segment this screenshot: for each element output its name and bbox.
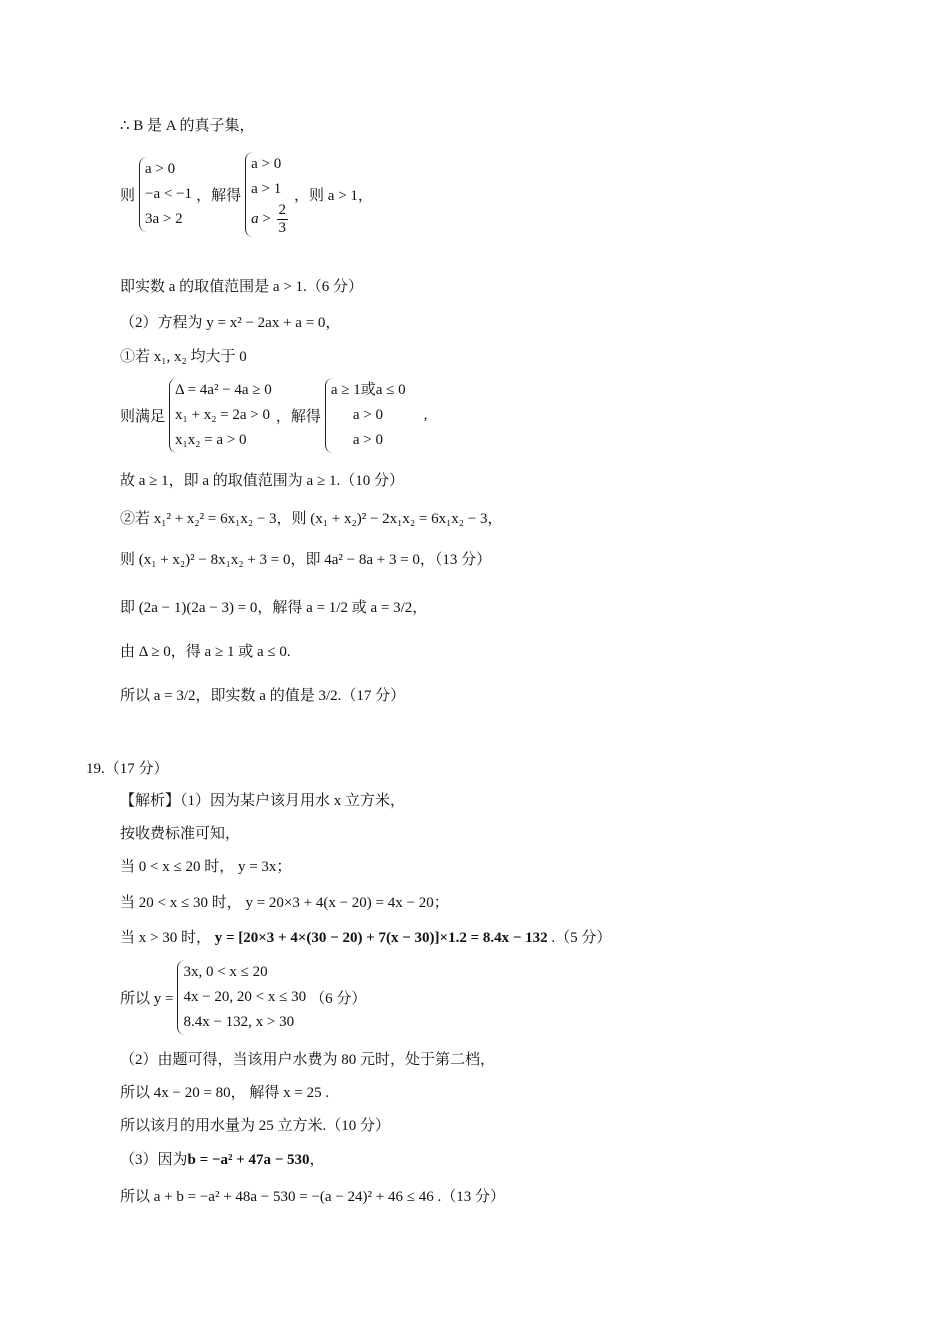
p3-formula: b = −a² + 47a − 530 bbox=[187, 1152, 310, 1168]
range3-prefix: 当 x > 30 时， bbox=[120, 930, 211, 946]
case1-result-row: a > 0 bbox=[352, 407, 383, 423]
comma: , bbox=[423, 407, 428, 423]
p3-line2: 所以 a + b = −a² + 48a − 530 = −(a − 24)² + 46 ≤ 46 .（13 分） bbox=[120, 1189, 505, 1205]
case2-line3: 即 (2a − 1)(2a − 3) = 0，解得 a = 1/2 或 a = 3/2， bbox=[120, 600, 428, 616]
case1-result-system bbox=[325, 378, 406, 453]
range2-line: 当 20 < x ≤ 30 时， y = 20×3 + 4(x − 20) = 4x − 20； bbox=[120, 895, 449, 911]
case1-row: x₁x₂ = a > 0 bbox=[175, 432, 247, 448]
standard-line: 按收费标准可知， bbox=[120, 826, 241, 842]
analysis-intro: 【解析】（1）因为某户该月用水 x 立方米， bbox=[120, 793, 406, 809]
solve-label: ，解得 bbox=[196, 188, 242, 204]
piecewise-row: 3x, 0 < x ≤ 20 bbox=[183, 964, 268, 980]
subset-statement: ∴ B 是 A 的真子集， bbox=[120, 118, 255, 134]
part2-intro: （2）方程为 y = x² − 2ax + a = 0， bbox=[120, 315, 341, 331]
case1-system-block bbox=[120, 378, 427, 453]
p2-line2: 所以 4x − 20 = 80， 解得 x = 25 . bbox=[120, 1085, 330, 1101]
system-suffix: ，则 a > 1， bbox=[294, 188, 373, 204]
case2-line5: 所以 a = 3/2，即实数 a 的值是 3/2.（17 分） bbox=[120, 688, 406, 704]
piecewise-block bbox=[120, 960, 366, 1035]
range3-formula: y = [20×3 + 4×(30 − 20) + 7(x − 30)]×1.2 = 8.4x − 132 bbox=[214, 930, 548, 946]
range3-suffix: .（5 分） bbox=[551, 930, 612, 946]
case1-row: x₁ + x₂ = 2a > 0 bbox=[175, 407, 271, 423]
inequality-system-block bbox=[120, 152, 373, 237]
case1-result-row: a > 0 bbox=[352, 432, 383, 448]
system1-row: 3a > 2 bbox=[145, 211, 183, 227]
range1-line: 当 0 < x ≤ 20 时， y = 3x； bbox=[120, 859, 292, 875]
case1-result-row: a ≥ 1或a ≤ 0 bbox=[330, 382, 406, 398]
system1-row: a > 0 bbox=[145, 161, 176, 177]
case1-row: Δ = 4a² − 4a ≥ 0 bbox=[175, 382, 272, 398]
piecewise-row: 8.4x − 132, x > 30 bbox=[183, 1014, 295, 1030]
piecewise-score: （6 分） bbox=[310, 991, 367, 1007]
p3-line1 bbox=[120, 1150, 325, 1170]
inequality-system-1 bbox=[139, 157, 192, 232]
p2-line3: 所以该月的用水量为 25 立方米.（10 分） bbox=[120, 1118, 391, 1134]
piecewise-function bbox=[177, 960, 306, 1035]
part1-conclusion: 即实数 a 的取值范围是 a > 1.（6 分） bbox=[120, 279, 364, 295]
system2-row: a > 0 bbox=[251, 156, 282, 172]
inequality-system-2 bbox=[245, 152, 290, 237]
case2-line1: ②若 x₁² + x₂² = 6x₁x₂ − 3，则 (x₁ + x₂)² − 2x₁x₂ = 6x₁x₂ − 3， bbox=[120, 511, 503, 527]
p2-line1: （2）由题可得，当该用户水费为 80 元时，处于第二档， bbox=[120, 1052, 496, 1068]
piecewise-prefix: 所以 y = bbox=[120, 991, 174, 1007]
system-prefix: 则 bbox=[120, 188, 136, 204]
case1-solve-label: ，解得 bbox=[275, 409, 321, 425]
fraction: $\frac{2}{3}$ bbox=[278, 202, 287, 236]
case2-line4: 由 Δ ≥ 0，得 a ≥ 1 或 a ≤ 0. bbox=[120, 644, 291, 660]
system1-row: −a < −1 bbox=[145, 186, 193, 202]
case1-conclusion: 故 a ≥ 1，即 a 的取值范围为 a ≥ 1.（10 分） bbox=[120, 473, 404, 489]
system2-row: a > 1 bbox=[251, 181, 282, 197]
range3-line bbox=[120, 928, 611, 948]
p3-suffix: ， bbox=[309, 1152, 325, 1168]
case1-title: ①若 x₁, x₂ 均大于 0 bbox=[120, 349, 247, 365]
case1-system bbox=[169, 378, 272, 453]
system2-row: a > $\frac{2}{3}$ bbox=[251, 202, 287, 236]
case1-prefix: 则满足 bbox=[120, 409, 166, 425]
p3-prefix: （3）因为 bbox=[120, 1152, 188, 1168]
question-19-header: 19.（17 分） bbox=[86, 761, 169, 777]
piecewise-row: 4x − 20, 20 < x ≤ 30 bbox=[183, 989, 307, 1005]
case2-line2: 则 (x₁ + x₂)² − 8x₁x₂ + 3 = 0，即 4a² − 8a + 3 = 0，（13 分） bbox=[120, 552, 492, 568]
